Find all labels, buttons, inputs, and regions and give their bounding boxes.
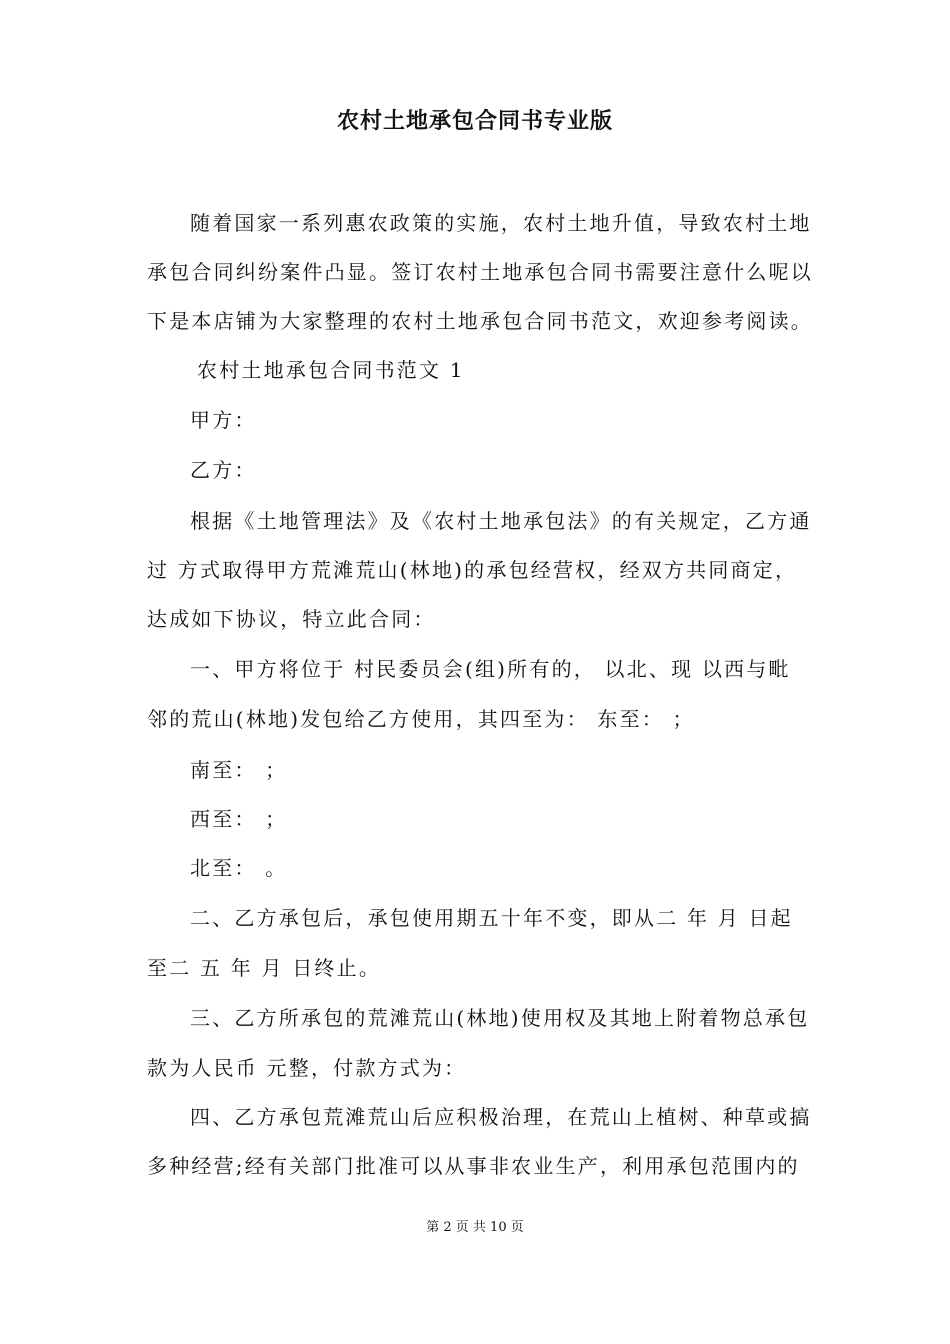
paragraph-line: 达成如下协议，特立此合同：	[147, 607, 436, 631]
clause-3-line: 款为人民币 元整，付款方式为：	[147, 1056, 467, 1080]
clause-4-line: 四、乙方承包荒滩荒山后应积极治理，在荒山上植树、种草或搞	[190, 1105, 812, 1129]
clause-3-line: 三、乙方所承包的荒滩荒山(林地)使用权及其地上附着物总承包	[190, 1006, 810, 1030]
clause-2-line: 至二 五 年 月 日终止。	[147, 956, 382, 980]
paragraph-line: 承包合同纠纷案件凸显。签订农村土地承包合同书需要注意什么呢以	[147, 260, 813, 284]
boundary-west: 西至： ；	[190, 807, 288, 831]
paragraph-line: 过 方式取得甲方荒滩荒山(林地)的承包经营权，经双方共同商定，	[147, 558, 798, 582]
paragraph-line: 根据《土地管理法》及《农村土地承包法》的有关规定，乙方通	[190, 509, 812, 533]
clause-2-line: 二、乙方承包后，承包使用期五十年不变，即从二 年 月 日起	[190, 906, 793, 930]
page-number: 第 2 页 共 10 页	[426, 1220, 524, 1235]
paragraph-line: 随着国家一系列惠农政策的实施，农村土地升值，导致农村土地	[190, 211, 812, 235]
boundary-south: 南至： ；	[190, 758, 288, 782]
clause-1-line: 邻的荒山(林地)发包给乙方使用，其四至为： 东至： ；	[147, 707, 695, 731]
party-b-line: 乙方：	[190, 458, 257, 482]
clause-1-line: 一、甲方将位于 村民委员会(组)所有的， 以北、现 以西与毗	[190, 657, 791, 681]
clause-4-line: 多种经营;经有关部门批准可以从事非农业生产，利用承包范围内的	[147, 1154, 800, 1178]
party-a-line: 甲方：	[190, 408, 257, 432]
boundary-north: 北至： 。	[190, 856, 288, 880]
section-heading: 农村土地承包合同书范文 1	[197, 358, 465, 382]
paragraph-line: 下是本店铺为大家整理的农村土地承包合同书范文，欢迎参考阅读。	[147, 309, 813, 333]
document-title: 农村土地承包合同书专业版	[336, 108, 613, 134]
